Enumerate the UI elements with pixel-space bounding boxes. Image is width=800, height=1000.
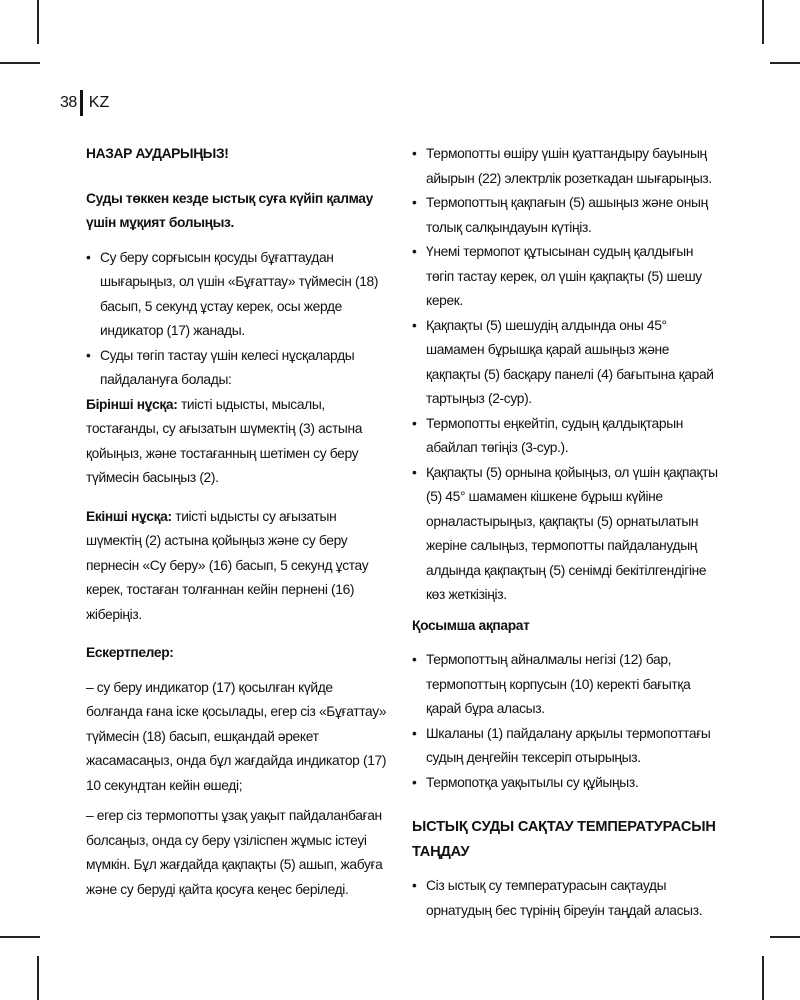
crop-mark-top-right [762, 0, 764, 44]
option-1-label: Бірінші нұсқа: [86, 396, 178, 412]
warning-subheading: Суды төккен кезде ыстық суға күйіп қалмау үшін мұқият болыңыз. [86, 190, 373, 230]
option-1-paragraph [86, 393, 392, 491]
section-bullet-1: • Сіз ыстық су температурасын сақтауды орнатудың бес түрінің біреуін таңдай аласыз. [412, 874, 720, 923]
extra-bullet-2: • Шкаланы (1) пайдалану арқылы термопоттағы судың деңгейін тексеріп отырыңыз. [412, 722, 720, 771]
right-bullet-6: • Қақпақты (5) орнына қойыңыз, ол үшін қақпақты (5) 45° шамамен кішкене бұрыш күйіне орналастырыңыз, қақпақты (5) орнатылатын жеріне салыңыз, термопотты пайдаланудың алдында қақпақтың (5) сенімді бекітілгендігіне көз жеткізіңіз. [412, 461, 720, 608]
crop-mark-top-left [37, 0, 39, 44]
right-column [412, 142, 720, 923]
crop-mark-right-upper [770, 62, 800, 64]
note-2: – егер сіз термопотты ұзақ уақыт пайдаланбаған болсаңыз, онда су беру үзіліспен жұмыс істеуі мүмкін. Бұл жағдайда қақпақты (5) ашып, жабуға және су беруді қайта қосуға кеңес беріледі. [86, 808, 383, 897]
extra-bullet-1: • Термопоттың айналмалы негізі (12) бар, термопоттың корпусын (10) керекті бағытқа қарай бұра аласыз. [412, 648, 720, 722]
extra-info-heading: Қосымша ақпарат [412, 617, 530, 633]
left-column [86, 142, 392, 902]
header-divider [80, 90, 83, 116]
crop-mark-bottom-left [37, 956, 39, 1000]
right-bullet-5: • Термопотты еңкейтіп, судың қалдықтарын абайлап төгіңіз (3-сур.). [412, 412, 720, 461]
right-bullet-2: • Термопоттың қақпағын (5) ашыңыз және оның толық салқындауын күтіңіз. [412, 191, 720, 240]
warning-heading: НАЗАР АУДАРЫҢЫЗ! [86, 146, 229, 161]
crop-mark-left-lower [0, 936, 40, 938]
page-number: 38 [60, 94, 77, 111]
left-bullet-2: • Суды төгіп тастау үшін келесі нұсқаларды пайдалануға болады: [86, 344, 392, 393]
right-bullet-1: • Термопотты өшіру үшін қуаттандыру бауының айырын (22) электрлік розеткадан шығарыңыз. [412, 142, 720, 191]
option-1-text: тиісті ыдысты, мысалы, тостағанды, су ағызатын шүмектің (3) астына қойыңыз, және тостағанның шетімен су беру түймесін басыңыз (2). [86, 396, 363, 485]
right-bullet-4: • Қақпақты (5) шешудің алдында оны 45° шамамен бұрышқа қарай ашыңыз және қақпақты (5) басқару панелі (4) бағытына қарай тартыңыз (2-сур). [412, 314, 720, 412]
crop-mark-bottom-right [762, 956, 764, 1000]
page-header [60, 90, 109, 116]
language-code: KZ [88, 94, 110, 111]
option-2-paragraph [86, 505, 392, 628]
option-2-text: тиісті ыдысты су ағызатын шүмектің (2) астына қойыңыз және су беру пернесін «Су беру» (16) басып, 5 секунд ұстау керек, тостаған толғаннан кейін пернені (16) жіберіңіз. [86, 508, 369, 622]
extra-bullet-3: • Термопотқа уақытылы су құйыңыз. [412, 771, 720, 796]
option-2-label: Екінші нұсқа: [86, 508, 172, 524]
notes-heading: Ескертпелер: [86, 645, 174, 660]
section-heading: ЫСТЫҚ СУДЫ САҚТАУ ТЕМПЕРАТУРАСЫН ТАҢДАУ [412, 819, 716, 860]
crop-mark-left-upper [0, 62, 40, 64]
note-1: – су беру индикатор (17) қосылған күйде болғанда ғана іске қосылады, егер сіз «Бұғаттау» түймесін (18) басып, ешқандай әрекет жасамасаңыз, онда бұл жағдайда индикатор (17) 10 секундтан кейін өшеді; [86, 679, 387, 793]
left-bullet-1: • Су беру сорғысын қосуды бұғаттаудан шығарыңыз, ол үшін «Бұғаттау» түймесін (18) басып, 5 секунд ұстау керек, осы жерде индикатор (17) жанады. [86, 246, 392, 344]
right-bullet-3: • Үнемі термопот құтысынан судың қалдығын төгіп тастау керек, ол үшін қақпақты (5) шешу керек. [412, 240, 720, 314]
crop-mark-right-lower [770, 936, 800, 938]
